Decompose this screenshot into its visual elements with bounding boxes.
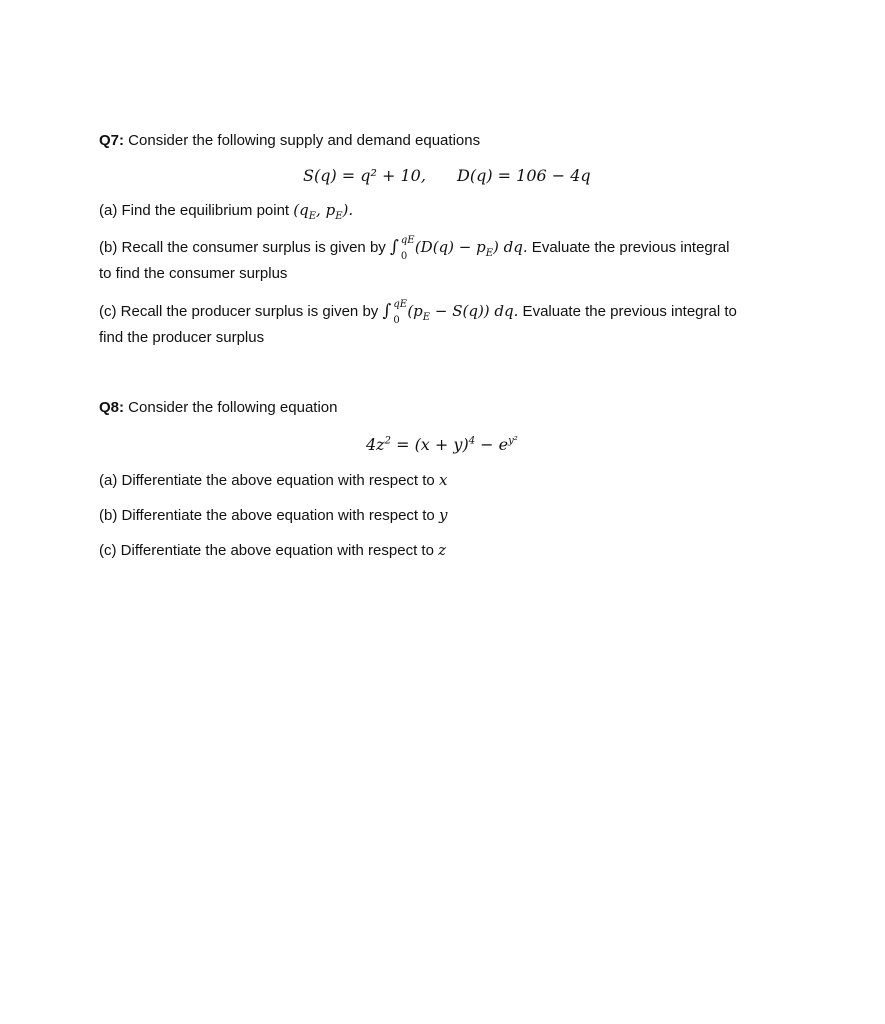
demand-equation: D(q) = 106 − 4q — [457, 166, 591, 185]
variable-y: y — [438, 506, 448, 524]
q7-c-line2: find the producer surplus — [99, 329, 265, 346]
equilibrium-point-math: ($q_E$, $p_E$). — [293, 201, 354, 222]
q8-prompt — [99, 398, 338, 418]
q7-a-text: (a) Find the equilibrium point — [99, 202, 294, 219]
variable-z: z — [438, 541, 446, 559]
q8-heading: Q8: — [99, 399, 125, 416]
q8-intro: Consider the following equation — [124, 399, 338, 416]
q8-part-a: (a) Differentiate the above equation with respect to x — [99, 471, 448, 489]
integral-sign: ∫ — [382, 301, 392, 321]
integral-limits: qE 0 — [393, 299, 408, 326]
q7-c-text: (c) Recall the producer surplus is given by — [99, 303, 383, 320]
consumer-surplus-integrand: $(D(q) - p_E)$ dq. — [414, 238, 528, 259]
q7-intro: Consider the following supply and demand equations — [124, 132, 481, 149]
q7-c-tail: Evaluate the previous integral to — [518, 303, 737, 320]
supply-equation: S(q) = q² + 10, — [303, 166, 426, 185]
q8-part-b: (b) Differentiate the above equation with respect to y — [99, 506, 448, 524]
q8-equation: $4z^2 = (x + y)^4 - e^{y^2}$ — [366, 435, 518, 454]
integral-limits: qE 0 — [400, 235, 415, 262]
q8-part-c: (c) Differentiate the above equation with respect to z — [99, 541, 446, 559]
q7-heading: Q7: — [99, 132, 125, 149]
q7-b-text: (b) Recall the consumer surplus is given by — [99, 239, 390, 256]
q7-part-a — [99, 200, 353, 221]
producer-surplus-integrand: $(p_E - S(q))$ dq. — [407, 302, 519, 323]
q7-b-line2: to find the consumer surplus — [99, 265, 288, 282]
q7-part-b — [99, 235, 730, 262]
q7-part-c — [99, 299, 737, 326]
variable-x: x — [438, 471, 448, 489]
integral-sign: ∫ — [389, 237, 399, 257]
q7-prompt — [99, 131, 480, 151]
q7-b-tail: Evaluate the previous integral — [527, 239, 730, 256]
